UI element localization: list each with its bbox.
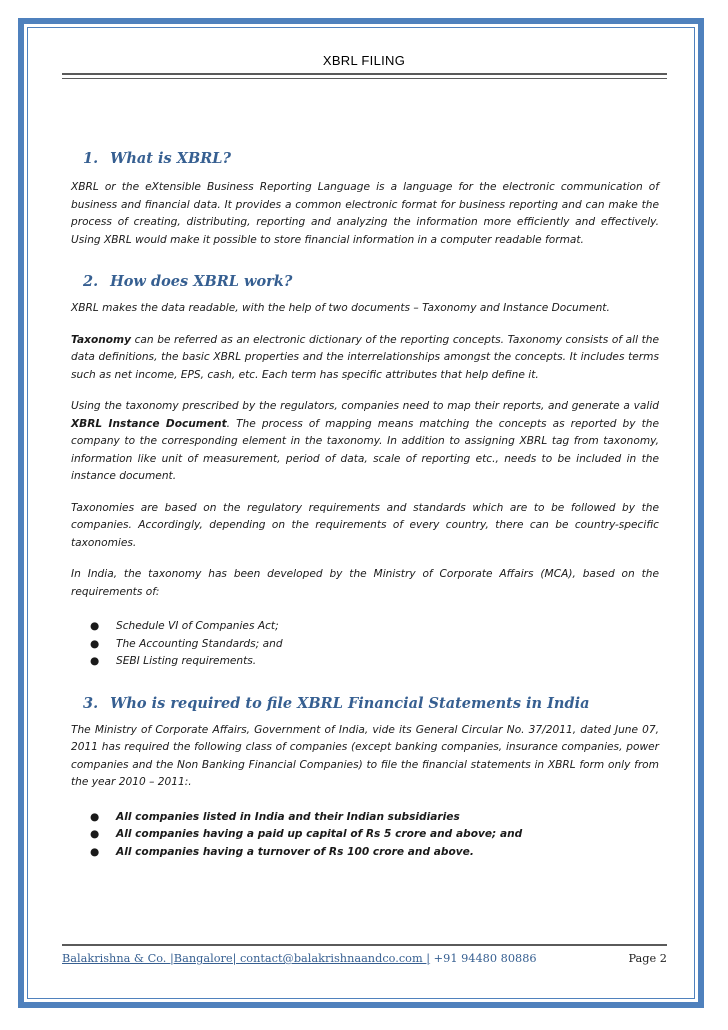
page-footer (62, 952, 667, 965)
section-heading-3: 3. Who is required to file XBRL Financial Statements in India (83, 694, 590, 712)
paragraph: Using the taxonomy prescribed by the regulators, companies need to map their reports, and generate a valid XBRL Instance Document. The process of mapping means matching the concepts as reported by the company to the corresponding element in the taxonomy. In addition to assigning XBRL tag from taxonomy, information like unit of measurement, period of data, scale of reporting etc., needs to be included in the instance document. (71, 400, 659, 482)
list-item: ● All companies having a paid up capital of Rs 5 crore and above; and (90, 828, 523, 840)
paragraph: The Ministry of Corporate Affairs, Government of India, vide its General Circular No. 37/2011, dated June 07, 2011 has required the following class of companies (except banking companies, insurance companies, power companies and the Non Banking Financial Companies) to file the financial statements in XBRL form only from the year 2010 – 2011:. (71, 723, 659, 788)
paragraph: In India, the taxonomy has been developed by the Ministry of Corporate Affairs (MCA), based on the requirements of: (71, 568, 659, 598)
header-rule-thin (62, 78, 667, 79)
paragraph: XBRL makes the data readable, with the help of two documents – Taxonomy and Instance Document. (71, 302, 610, 314)
footer-rule (62, 944, 667, 946)
bullet-list (71, 618, 659, 671)
section-heading-2: 2. How does XBRL work? (83, 273, 293, 290)
footer-phone: +91 94480 80886 (430, 952, 537, 965)
footer-contact-link[interactable]: Balakrishna & Co. |Bangalore| contact@balakrishnaandco.com | (62, 952, 431, 965)
list-item: ● Schedule VI of Companies Act; (90, 620, 279, 632)
bullet-list (71, 809, 659, 862)
list-item: ● All companies having a turnover of Rs 100 crore and above. (90, 845, 474, 858)
paragraph: Taxonomy can be referred as an electronic dictionary of the reporting concepts. Taxonomy consists of all the data definitions, the basic XBRL properties and the interrelationships amongst the concepts. It includes terms such as net income, EPS, cash, etc. Each term has specific attributes that help define it. (71, 333, 659, 381)
list-item: ● All companies listed in India and their Indian subsidiaries (90, 810, 460, 823)
list-item: ● The Accounting Standards; and (90, 637, 283, 650)
paragraph: XBRL or the eXtensible Business Reporting Language is a language for the electronic communication of business and financial data. It provides a common electronic format for business reporting and can make the process of creating, distributing, reporting and analyzing the information more efficiently and effectively. Using XBRL would make it possible to store financial information in a computer readable format. (71, 181, 659, 246)
page-number: Page 2 (628, 952, 667, 965)
list-item: ● SEBI Listing requirements. (90, 655, 257, 667)
paragraph: Taxonomies are based on the regulatory requirements and standards which are to be followed by the companies. Accordingly, depending on the requirements of every country, there can be country-specific taxonomies. (71, 501, 659, 549)
header-rule (62, 73, 667, 75)
section-heading-1: 1. What is XBRL? (83, 150, 231, 167)
document-body (71, 150, 659, 861)
page-header-title: XBRL FILING (322, 53, 406, 68)
